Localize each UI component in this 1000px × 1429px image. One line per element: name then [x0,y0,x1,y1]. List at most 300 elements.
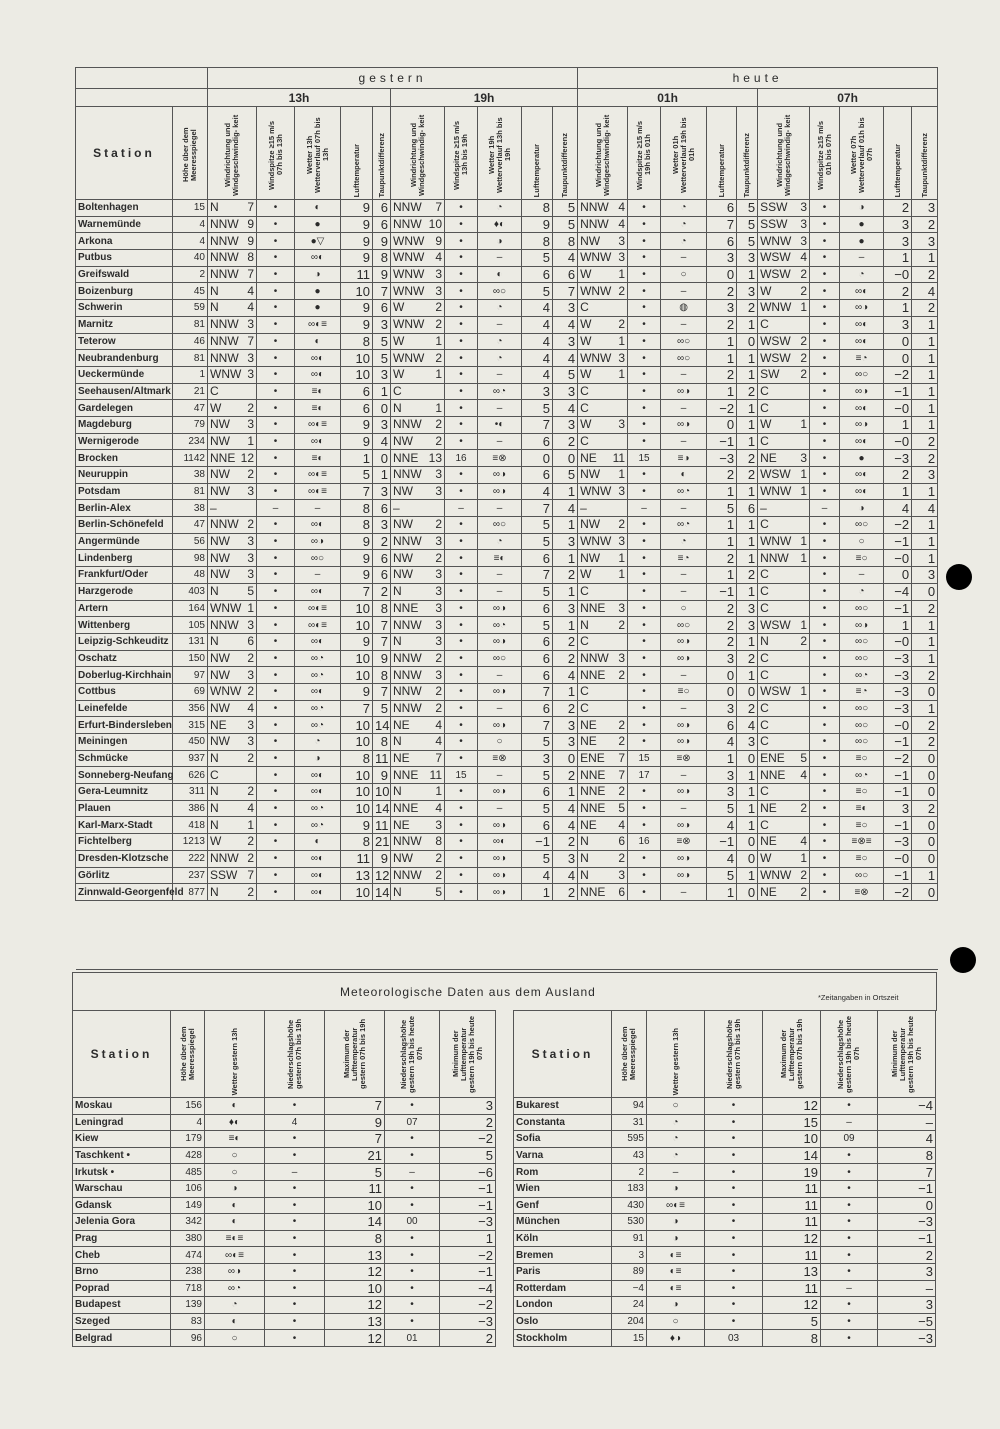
dewpoint-diff-19: 0 [553,450,578,467]
wind-13 [208,667,257,684]
wind-speed: 3 [247,617,254,632]
weather-13: ≡◐ [295,450,341,467]
wind-direction: WSW [760,350,791,365]
temp-19: 6 [522,817,553,834]
gust-01: • [628,283,661,300]
gust-01: • [628,433,661,450]
wind-13 [208,366,257,383]
gust-07: • [810,784,840,801]
wind-01 [578,300,628,317]
wind-speed: 1 [618,567,626,582]
wind-speed: 2 [435,650,442,665]
station-height: 15 [173,200,208,217]
intl-weather-13: ◔ [647,1147,705,1164]
wind-direction: NNW [393,684,422,699]
temp-01: 1 [707,483,737,500]
intl-min-temp: 2 [440,1114,496,1131]
weather-01: ∞◑ [661,734,707,751]
wind-speed: 3 [247,417,254,432]
temp-01: 1 [707,333,737,350]
dewpoint-diff-13: 9 [373,850,391,867]
weather-19: – [478,767,522,784]
wind-speed: 3 [618,350,626,365]
gust-07: • [810,300,840,317]
wind-speed: 2 [247,784,254,799]
wind-19 [391,834,445,851]
intl-station-height: 428 [171,1147,205,1164]
wind-speed: 10 [428,217,442,232]
temp-07: 2 [884,467,912,484]
weather-19: – [478,433,522,450]
dewpoint-diff-07: 1 [912,617,938,634]
station-height: 81 [173,483,208,500]
wind-01 [578,867,628,884]
gust-13: • [257,667,295,684]
intl-station-name: Varna [514,1147,612,1164]
wind-direction: WNW [210,367,242,382]
station-height: 237 [173,867,208,884]
temp-13: 7 [341,583,373,600]
wind-07 [758,433,810,450]
temp-13: 10 [341,366,373,383]
weather-13: ∞◐ [295,366,341,383]
intl-station-row [73,1297,496,1314]
wind-19 [391,567,445,584]
wind-speed: 1 [800,534,808,549]
intl-min-temp: 8 [878,1147,936,1164]
intl-max-temp: 13 [763,1263,821,1280]
wind-13 [208,250,257,267]
dewpoint-diff-01: 1 [737,583,758,600]
intl-station-height: 595 [612,1131,647,1148]
gust-19: • [445,834,478,851]
wind-19 [391,550,445,567]
intl-min-temp: −1 [440,1197,496,1214]
intl-max-temp: 19 [763,1164,821,1181]
gust-13: • [257,650,295,667]
wind-speed: 2 [618,851,626,866]
weather-07: ∞◑ [840,416,884,433]
intl-right-wx-header: Wetter gestern 13h [647,1011,705,1098]
wind-speed: 2 [247,751,254,766]
gust-07: • [810,884,840,901]
station-height: 877 [173,884,208,901]
wind-direction: WNW [393,283,425,298]
station-name: Angermünde [76,533,173,550]
intl-precip-night: • [821,1147,878,1164]
intl-station-name: Bukarest [514,1098,612,1115]
intl-min-temp: −1 [440,1263,496,1280]
wind-speed: 2 [618,617,626,632]
wind-direction: C [760,584,769,599]
dewpoint-diff-19: 2 [553,567,578,584]
station-name: Boizenburg [76,283,173,300]
temp-01: 1 [707,567,737,584]
gust-19: • [445,700,478,717]
wind-direction: N [210,283,219,298]
intl-station-name: Bremen [514,1247,612,1264]
station-height: 1 [173,366,208,383]
intl-max-temp: 12 [325,1297,385,1314]
temp-19: 7 [522,683,553,700]
wind-07 [758,283,810,300]
temp-19: 5 [522,517,553,534]
wind-direction: C [760,650,769,665]
station-row [76,533,938,550]
dewpoint-diff-07: 1 [912,533,938,550]
wind-direction: NNW [393,834,422,849]
weather-07: ∞○ [840,867,884,884]
gust-13: • [257,734,295,751]
wind-01 [578,383,628,400]
wind-direction: NNW [210,517,239,532]
intl-station-row [73,1180,496,1197]
intl-min-temp: −1 [878,1180,936,1197]
dewpoint-diff-07: 1 [912,400,938,417]
gust-01: • [628,734,661,751]
gust-07: • [810,383,840,400]
gust-07: • [810,717,840,734]
intl-precip-day: • [265,1263,325,1280]
intl-table-left [72,1010,496,1347]
intl-right-height-header: Höhe über dem Meeresspiegel [612,1011,647,1098]
weather-19: ∞◐ [478,834,522,851]
intl-left-precip2-header: Niederschlagshöhe gestern 19h bis heute 07h [385,1011,440,1098]
intl-weather-13: ∞◔ [205,1280,265,1297]
wind-speed: 7 [247,200,254,215]
dewpoint-diff-13: 1 [373,467,391,484]
dewpoint-diff-13: 3 [373,517,391,534]
gust-19: • [445,266,478,283]
dewpoint-diff-13: 6 [373,550,391,567]
gust-01: • [628,884,661,901]
wind-07 [758,767,810,784]
weather-01: – [661,283,707,300]
dewpoint-diff-19: 2 [553,650,578,667]
wind-speed: 7 [618,767,626,782]
punch-hole-lower [950,947,976,973]
gust-07: • [810,483,840,500]
weather-19: •◐ [478,416,522,433]
wind-13 [208,784,257,801]
dewpoint-diff-19: 2 [553,700,578,717]
weather-07: ∞◐ [840,333,884,350]
gust-01: 15 [628,450,661,467]
temp-13: 10 [341,650,373,667]
dewpoint-diff-19: 6 [553,266,578,283]
wind-direction: NW [580,550,601,565]
wind-direction: C [760,383,769,398]
intl-min-temp: −2 [440,1297,496,1314]
weather-19: ∞◔ [478,383,522,400]
wind-speed: 1 [247,817,254,832]
wind-direction: WNW [760,534,792,549]
wind-direction: ENE [580,751,605,766]
station-height: 45 [173,283,208,300]
intl-max-temp: 11 [763,1280,821,1297]
intl-min-temp: −3 [440,1214,496,1231]
wind-07 [758,350,810,367]
wind-07-header: Windrichtung und Windgeschwindig- keit [758,107,810,200]
wind-07 [758,250,810,267]
dewpoint-diff-07: 1 [912,383,938,400]
weather-19: – [478,567,522,584]
intl-precip-night: • [821,1180,878,1197]
weather-07: ≡○ [840,550,884,567]
dew-19-header: Taupunktdifferenz [553,107,578,200]
temp-13: 10 [341,617,373,634]
gust-07: • [810,750,840,767]
dewpoint-diff-19: 3 [553,600,578,617]
gust-13: • [257,416,295,433]
dewpoint-diff-07: 1 [912,633,938,650]
gust-01: 16 [628,834,661,851]
gust-07-header: Windspitze ≥15 m/s 01h bis 07h [810,107,840,200]
intl-station-height: 43 [612,1147,647,1164]
station-row [76,300,938,317]
weather-13: ●▽ [295,233,341,250]
wind-01 [578,667,628,684]
gust-07: • [810,416,840,433]
wind-07 [758,467,810,484]
station-row [76,266,938,283]
intl-max-temp: 11 [763,1247,821,1264]
intl-station-height: 31 [612,1114,647,1131]
wind-speed: 9 [247,233,254,248]
gust-19: • [445,433,478,450]
temp-07: 3 [884,316,912,333]
weather-13: ∞◐≡ [295,617,341,634]
weather-07: ∞◐ [840,283,884,300]
weather-07: ∞◐ [840,433,884,450]
wind-01 [578,700,628,717]
temp-07-header: Lufttemperatur [884,107,912,200]
wind-direction: W [210,400,222,415]
temp-19: −1 [522,834,553,851]
intl-station-name: Köln [514,1230,612,1247]
station-height: 47 [173,517,208,534]
station-height: 315 [173,717,208,734]
header-19h: 19h [391,89,578,107]
weather-19: – [478,366,522,383]
weather-01: – [661,700,707,717]
dewpoint-diff-13: 8 [373,667,391,684]
intl-station-name: Prag [73,1230,171,1247]
temp-07: −1 [884,817,912,834]
wind-direction: NE [580,734,597,749]
station-row [76,850,938,867]
intl-precip-day: – [265,1164,325,1181]
intl-precip-day: • [705,1313,763,1330]
temp-13: 6 [341,400,373,417]
intl-min-temp: −5 [878,1313,936,1330]
intl-station-row [514,1180,936,1197]
dewpoint-diff-07: 1 [912,650,938,667]
gust-19: • [445,517,478,534]
gust-13: • [257,600,295,617]
gust-19: • [445,333,478,350]
dewpoint-diff-19: 1 [553,617,578,634]
wind-direction: W [580,267,592,282]
intl-min-temp: – [878,1114,936,1131]
wind-direction: NW [580,517,601,532]
gust-19: • [445,366,478,383]
dewpoint-diff-13: 9 [373,266,391,283]
wind-speed: 3 [800,233,808,248]
intl-max-temp: 10 [763,1131,821,1148]
wind-speed: 2 [618,784,626,799]
weather-01: – [661,400,707,417]
dewpoint-diff-13: 7 [373,617,391,634]
weather-07: ≡○ [840,784,884,801]
wind-13 [208,834,257,851]
wind-direction: N [580,834,589,849]
weather-13: ∞◐ [295,633,341,650]
dewpoint-diff-01: 5 [737,233,758,250]
dewpoint-diff-07: 0 [912,784,938,801]
temp-19: 6 [522,266,553,283]
wind-direction: W [580,317,592,332]
wind-13 [208,283,257,300]
wind-direction: WNW [580,283,612,298]
weather-07: ≡◔ [840,350,884,367]
weather-13: ∞◐ [295,884,341,901]
wind-speed: 3 [435,534,442,549]
temp-01: 2 [707,283,737,300]
temp-07: −1 [884,767,912,784]
weather-13: ◐ [295,834,341,851]
wind-speed: 2 [247,684,254,699]
intl-precip-night: – [385,1164,440,1181]
station-height: 69 [173,683,208,700]
gust-19: • [445,633,478,650]
wind-direction: WSW [760,617,791,632]
dewpoint-diff-01: 1 [737,416,758,433]
gust-19: – [445,500,478,517]
temp-19: 5 [522,583,553,600]
intl-station-name: Irkutsk • [73,1164,171,1181]
gust-07: • [810,450,840,467]
dewpoint-diff-13: 8 [373,600,391,617]
intl-station-height: 89 [612,1263,647,1280]
station-row [76,717,938,734]
station-height: 1142 [173,450,208,467]
weather-19: ○ [478,734,522,751]
intl-precip-night: – [821,1280,878,1297]
wind-speed: 3 [435,600,442,615]
wind-13 [208,800,257,817]
weather-13: ∞◐≡ [295,316,341,333]
gust-19: • [445,250,478,267]
weather-19: ◔ [478,333,522,350]
intl-station-height: 156 [171,1098,205,1115]
weather-07: ∞○ [840,517,884,534]
wind-13 [208,850,257,867]
wind-19 [391,517,445,534]
wind-speed: 1 [435,367,442,382]
wind-speed: 3 [435,467,442,482]
intl-station-row [73,1214,496,1231]
wind-01 [578,333,628,350]
weather-01: – [661,767,707,784]
intl-station-row [73,1131,496,1148]
wind-direction: – [760,500,767,515]
intl-weather-13: ◑ [205,1180,265,1197]
weather-13: ≡◐ [295,383,341,400]
weather-07: ≡○ [840,817,884,834]
intl-weather-13: ♦◐ [205,1114,265,1131]
station-height: 164 [173,600,208,617]
weather-13: ∞◔ [295,717,341,734]
temp-19: 6 [522,633,553,650]
intl-precip-day: • [265,1280,325,1297]
station-height: 40 [173,250,208,267]
dewpoint-diff-19: 2 [553,633,578,650]
wind-13 [208,583,257,600]
wind-speed: 2 [247,851,254,866]
weather-01: ≡⊗ [661,834,707,851]
wind-01 [578,433,628,450]
intl-max-temp: 15 [763,1114,821,1131]
wind-01 [578,683,628,700]
intl-precip-day: • [705,1114,763,1131]
intl-precip-day: • [705,1147,763,1164]
wind-speed: 2 [618,667,626,682]
wind-direction: W [393,333,405,348]
weather-07: ≡○ [840,750,884,767]
dewpoint-diff-19: 5 [553,366,578,383]
wind-13 [208,884,257,901]
station-name: Fichtelberg [76,834,173,851]
dewpoint-diff-01: 1 [737,433,758,450]
dewpoint-diff-13: 3 [373,366,391,383]
intl-station-height: 106 [171,1180,205,1197]
temp-07: 1 [884,416,912,433]
wind-direction: C [760,433,769,448]
weather-07: ∞◐ [840,316,884,333]
gust-01: • [628,216,661,233]
wind-speed: 5 [800,751,808,766]
wind-07 [758,333,810,350]
temp-19-header: Lufttemperatur [522,107,553,200]
weather-13: ∞◐≡ [295,483,341,500]
intl-station-name: Leningrad [73,1114,171,1131]
gust-19: 15 [445,767,478,784]
dewpoint-diff-19: 1 [553,550,578,567]
temp-01: 1 [707,383,737,400]
temp-19: 1 [522,884,553,901]
intl-station-height: 15 [612,1330,647,1347]
wind-07 [758,850,810,867]
intl-weather-13: ♦◑ [647,1330,705,1347]
wind-direction: NNW [210,333,239,348]
gust-13: • [257,884,295,901]
intl-weather-13: ≡◐ [205,1131,265,1148]
weather-19: ∞○ [478,650,522,667]
temp-01: 3 [707,250,737,267]
station-height: 98 [173,550,208,567]
temp-19: 7 [522,416,553,433]
weather-07: ● [840,450,884,467]
intl-station-row [514,1164,936,1181]
dewpoint-diff-07: 1 [912,867,938,884]
gust-01: • [628,400,661,417]
station-name: Zinnwald-Georgenfeld [76,884,173,901]
wind-speed: 4 [435,734,442,749]
weather-19: ∞◑ [478,483,522,500]
wind-direction: NNE [580,884,606,899]
intl-station-name: Moskau [73,1098,171,1115]
